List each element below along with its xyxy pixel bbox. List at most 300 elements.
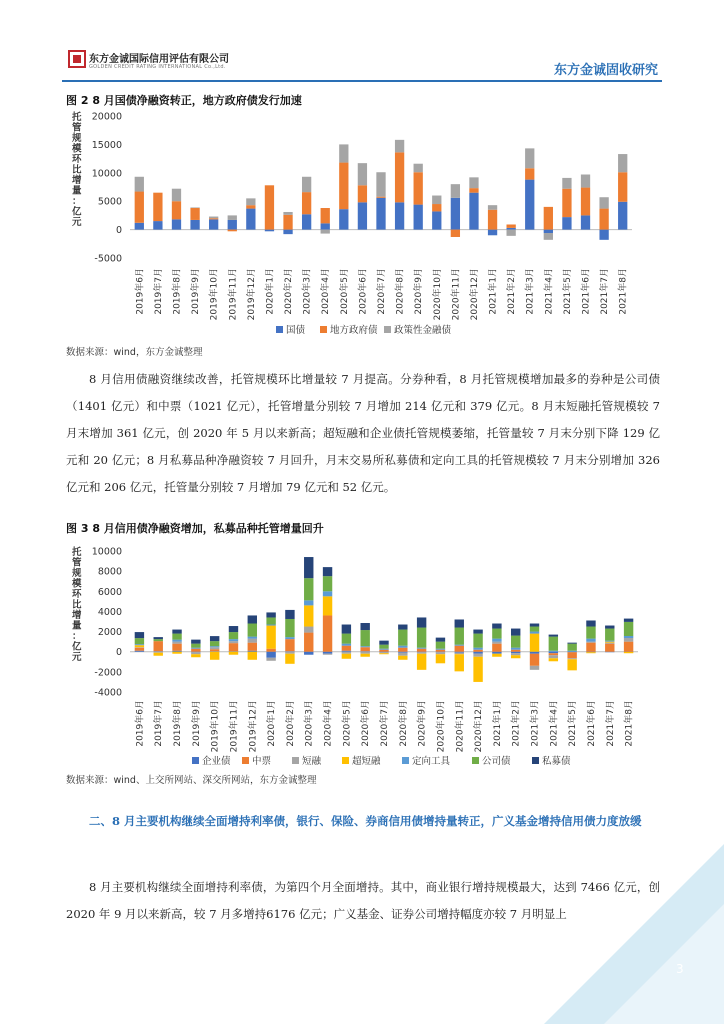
chart1-legend-swatch bbox=[402, 757, 409, 764]
chart1-bar bbox=[417, 617, 426, 627]
chart1-bar bbox=[210, 636, 219, 641]
chart0-bar bbox=[265, 230, 274, 232]
chart1-bar bbox=[266, 626, 275, 649]
chart1-bar bbox=[285, 637, 294, 639]
chart1-bar bbox=[398, 656, 407, 660]
chart0-bar bbox=[302, 177, 311, 192]
chart0-bar bbox=[414, 205, 423, 230]
chart1-bar bbox=[530, 634, 539, 652]
chart1-bar bbox=[285, 610, 294, 619]
chart1-bar bbox=[229, 641, 238, 643]
chart0-bar bbox=[507, 228, 516, 230]
chart0-bar bbox=[469, 177, 478, 188]
chart1-bar bbox=[360, 630, 369, 646]
chart1-bar bbox=[511, 648, 520, 650]
chart0-legend-label: 国债 bbox=[286, 325, 306, 336]
chart1-bar bbox=[492, 652, 501, 654]
chart0-xtick: 2021年7月 bbox=[600, 268, 611, 315]
chart1-bar bbox=[229, 651, 238, 652]
chart1-bar bbox=[417, 654, 426, 670]
chart0-bar bbox=[135, 177, 144, 192]
chart0-xtick: 2020年8月 bbox=[395, 268, 406, 315]
chart0-xtick: 2021年4月 bbox=[544, 268, 555, 315]
chart0-xtick: 2020年4月 bbox=[321, 268, 332, 315]
chart1-ytick: 2000 bbox=[97, 627, 122, 639]
chart1-bar bbox=[455, 628, 464, 645]
chart1-bar bbox=[417, 652, 426, 654]
chart1-bar bbox=[511, 652, 520, 654]
chart1-bar bbox=[586, 639, 595, 642]
chart0-xtick: 2020年2月 bbox=[284, 268, 295, 315]
chart1-bar bbox=[586, 620, 595, 626]
chart1-xtick: 2019年12月 bbox=[248, 700, 259, 753]
chart1-legend-label: 定向工具 bbox=[412, 756, 451, 767]
figure3-chart bbox=[60, 540, 660, 770]
chart1-xtick: 2019年11月 bbox=[229, 700, 240, 753]
chart0-bar bbox=[283, 215, 292, 230]
chart0-xtick: 2020年3月 bbox=[302, 268, 313, 315]
chart1-bar bbox=[266, 652, 275, 658]
chart1-bar bbox=[248, 615, 257, 623]
chart0-bar bbox=[190, 207, 199, 208]
chart0-bar bbox=[228, 230, 237, 232]
chart0-legend-label: 地方政府债 bbox=[330, 325, 378, 336]
chart0-bar bbox=[432, 204, 441, 211]
chart0-bar bbox=[302, 214, 311, 229]
chart1-bar bbox=[304, 557, 313, 578]
chart1-bar bbox=[549, 637, 558, 651]
chart1-bar bbox=[455, 654, 464, 671]
chart1-bar bbox=[473, 652, 482, 654]
chart0-xtick: 2020年10月 bbox=[432, 268, 443, 321]
chart1-xtick: 2021年3月 bbox=[530, 700, 541, 747]
chart0-bar bbox=[321, 230, 330, 234]
chart1-bar bbox=[154, 651, 163, 652]
company-name-en: GOLDEN CREDIT RATING INTERNATIONAL Co.,Ltd. bbox=[89, 64, 226, 70]
chart1-legend-label: 短融 bbox=[302, 756, 322, 767]
chart1-bar bbox=[530, 654, 539, 666]
chart1-bar bbox=[323, 654, 332, 655]
chart1-bar bbox=[135, 632, 144, 638]
chart0-bar bbox=[302, 192, 311, 214]
chart1-bar bbox=[586, 643, 595, 652]
chart1-bar bbox=[492, 629, 501, 639]
chart1-bar bbox=[229, 652, 238, 655]
chart1-bar bbox=[342, 651, 351, 652]
chart0-bar bbox=[562, 189, 571, 217]
figure2-title: 图 2 8 月国债净融资转正，地方政府债发行加速 bbox=[66, 94, 302, 107]
chart1-bar bbox=[530, 624, 539, 627]
chart1-bar bbox=[398, 648, 407, 652]
chart0-xtick: 2020年1月 bbox=[265, 268, 276, 315]
chart1-bar bbox=[549, 653, 558, 655]
chart1-bar bbox=[210, 649, 219, 651]
chart1-bar bbox=[266, 617, 275, 624]
chart0-bar bbox=[358, 163, 367, 185]
chart1-bar bbox=[210, 652, 219, 660]
chart0-bar bbox=[599, 197, 608, 208]
chart0-xtick: 2020年12月 bbox=[469, 268, 480, 321]
chart1-bar bbox=[511, 629, 520, 636]
chart0-xtick: 2021年3月 bbox=[525, 268, 536, 315]
chart1-bar bbox=[172, 630, 181, 634]
chart1-bar bbox=[191, 640, 200, 644]
chart1-bar bbox=[511, 650, 520, 652]
chart1-bar bbox=[436, 642, 445, 649]
chart1-bar bbox=[266, 658, 275, 661]
chart0-bar bbox=[376, 197, 385, 198]
chart0-bar bbox=[246, 205, 255, 208]
corner-decoration bbox=[544, 844, 724, 1024]
chart1-bar bbox=[398, 646, 407, 648]
chart1-bar bbox=[530, 632, 539, 634]
chart1-bar bbox=[379, 641, 388, 645]
chart0-bar bbox=[599, 230, 608, 240]
chart1-bar bbox=[455, 619, 464, 627]
chart1-ytick: 8000 bbox=[97, 566, 122, 578]
chart1-bar bbox=[191, 644, 200, 648]
chart1-legend-swatch bbox=[242, 757, 249, 764]
chart0-xtick: 2021年2月 bbox=[507, 268, 518, 315]
chart1-xtick: 2019年8月 bbox=[173, 700, 184, 747]
chart0-bar bbox=[581, 215, 590, 229]
chart1-ytick: -2000 bbox=[94, 667, 122, 679]
chart0-bar bbox=[321, 223, 330, 229]
chart1-bar bbox=[285, 652, 294, 654]
chart0-xtick: 2020年5月 bbox=[339, 268, 350, 315]
section-heading: 二、8 月主要机构继续全面增持利率债，银行、保险、券商信用债增持量转正，广义基金增持信用债力度放缓 bbox=[89, 814, 642, 828]
chart1-xtick: 2020年10月 bbox=[436, 700, 447, 753]
chart1-bar bbox=[135, 645, 144, 647]
chart1-bar bbox=[304, 652, 313, 655]
chart1-bar bbox=[172, 652, 181, 654]
chart1-bar bbox=[436, 638, 445, 642]
chart1-bar bbox=[191, 649, 200, 652]
page-header bbox=[0, 0, 724, 80]
chart1-bar bbox=[605, 626, 614, 629]
chart1-bar bbox=[172, 640, 181, 642]
chart1-bar bbox=[398, 653, 407, 656]
chart0-bar bbox=[469, 188, 478, 193]
chart0-bar bbox=[618, 154, 627, 172]
chart1-bar bbox=[285, 619, 294, 637]
chart1-bar bbox=[248, 637, 257, 639]
chart1-bar bbox=[511, 655, 520, 658]
chart1-bar bbox=[624, 642, 633, 652]
chart1-bar bbox=[379, 653, 388, 654]
chart0-bar bbox=[209, 219, 218, 229]
chart0-bar bbox=[525, 168, 534, 179]
chart0-bar bbox=[135, 223, 144, 230]
chart0-bar bbox=[265, 185, 274, 229]
chart1-xtick: 2020年7月 bbox=[380, 700, 390, 747]
chart1-legend-swatch bbox=[342, 757, 349, 764]
chart0-bar bbox=[339, 144, 348, 162]
paragraph-1: 8 月信用债融资继续改善，托管规模环比增量较 7 月提高。分券种看，8 月托管规模增加最多的券种是公司债（1401 亿元）和中票（1021 亿元），托管增量分别较 7 月增加 214 亿元和 379 亿元。8 月末短融托管规模较 7 月末增加 361 亿元，创 2020 年 5 月以来新高；超短融和企业债托管规模萎缩，托管量较 7 月末分别下降 129 亿元和 20 亿元；8 月私募品种净融资较 7 月回升，月末交易所私募债和定向工具的托管规模较 7 月末分别增加 326 亿元和 206 亿元，托管量分别较 7 月增加 79 亿元和 52 亿元。 bbox=[66, 372, 660, 494]
chart1-bar bbox=[304, 633, 313, 652]
chart0-bar bbox=[544, 207, 553, 230]
chart1-bar bbox=[511, 653, 520, 655]
chart1-bar bbox=[473, 650, 482, 652]
chart1-bar bbox=[567, 652, 576, 653]
chart1-bar bbox=[436, 649, 445, 650]
chart0-bar bbox=[544, 233, 553, 240]
chart0-xtick: 2020年6月 bbox=[358, 268, 369, 315]
chart1-ytick: -4000 bbox=[94, 687, 122, 699]
chart1-bar bbox=[229, 626, 238, 632]
chart0-bar bbox=[507, 230, 516, 236]
chart1-bar bbox=[191, 652, 200, 653]
chart0-bar bbox=[395, 152, 404, 202]
chart0-ytick: 15000 bbox=[91, 139, 122, 151]
chart1-bar bbox=[285, 654, 294, 664]
chart0-bar bbox=[599, 209, 608, 230]
chart1-xtick: 2019年10月 bbox=[210, 700, 221, 753]
chart1-ytick: 4000 bbox=[97, 606, 122, 618]
chart1-bar bbox=[323, 567, 332, 576]
chart0-xtick: 2019年7月 bbox=[153, 268, 164, 315]
chart0-bar bbox=[190, 208, 199, 220]
chart1-ytick: 10000 bbox=[91, 546, 122, 558]
chart1-bar bbox=[304, 578, 313, 600]
chart1-bar bbox=[210, 651, 219, 652]
chart1-bar bbox=[530, 652, 539, 654]
chart1-bar bbox=[135, 647, 144, 648]
chart1-legend-label: 中票 bbox=[252, 756, 272, 767]
chart1-bar bbox=[417, 648, 426, 649]
chart0-bar bbox=[562, 217, 571, 229]
chart1-bar bbox=[455, 645, 464, 646]
chart1-bar bbox=[229, 643, 238, 651]
chart1-bar bbox=[605, 643, 614, 644]
chart0-bar bbox=[432, 211, 441, 229]
chart0-legend-swatch bbox=[276, 326, 283, 333]
chart1-bar bbox=[605, 641, 614, 642]
chart0-bar bbox=[339, 209, 348, 229]
chart1-bar bbox=[210, 647, 219, 649]
chart1-bar bbox=[586, 652, 595, 653]
chart0-bar bbox=[246, 198, 255, 205]
chart1-bar bbox=[342, 644, 351, 646]
chart1-bar bbox=[323, 615, 332, 651]
chart1-bar bbox=[473, 648, 482, 650]
chart0-bar bbox=[395, 140, 404, 152]
chart1-bar bbox=[586, 652, 595, 653]
chart1-bar bbox=[229, 639, 238, 641]
chart1-bar bbox=[624, 652, 633, 653]
chart0-bar bbox=[451, 230, 460, 237]
chart0-bar bbox=[451, 198, 460, 230]
chart1-bar bbox=[379, 649, 388, 650]
header-right-title: 东方金诚固收研究 bbox=[553, 63, 658, 78]
figure2-source: 数据来源：wind，东方金诚整理 bbox=[66, 347, 203, 358]
chart1-bar bbox=[417, 652, 426, 653]
chart0-xtick: 2019年8月 bbox=[172, 268, 183, 315]
chart0-ytick: 20000 bbox=[91, 111, 122, 123]
chart0-legend-swatch bbox=[384, 326, 391, 333]
chart0-bar bbox=[395, 202, 404, 229]
chart0-ylabel: 托管规模环比增量：亿元 bbox=[72, 112, 82, 228]
chart1-bar bbox=[624, 622, 633, 636]
chart1-bar bbox=[210, 641, 219, 646]
chart1-bar bbox=[492, 642, 501, 644]
chart1-bar bbox=[567, 651, 576, 652]
chart1-bar bbox=[549, 658, 558, 661]
chart1-bar bbox=[492, 624, 501, 629]
chart1-bar bbox=[436, 654, 445, 663]
chart1-xtick: 2021年7月 bbox=[605, 700, 616, 747]
chart0-bar bbox=[172, 201, 181, 219]
chart1-bar bbox=[586, 627, 595, 639]
chart1-xtick: 2019年7月 bbox=[154, 700, 165, 747]
chart0-xtick: 2019年11月 bbox=[228, 268, 239, 321]
chart0-bar bbox=[209, 218, 218, 219]
chart1-bar bbox=[624, 636, 633, 638]
chart0-bar bbox=[618, 202, 627, 230]
chart1-bar bbox=[417, 628, 426, 648]
chart0-xtick: 2019年6月 bbox=[135, 268, 146, 315]
chart1-bar bbox=[360, 623, 369, 630]
chart1-bar bbox=[605, 644, 614, 652]
figure3-source: 数据来源：wind、上交所网站、深交所网站，东方金诚整理 bbox=[66, 775, 317, 786]
chart1-xtick: 2021年5月 bbox=[568, 700, 579, 747]
chart1-bar bbox=[567, 659, 576, 670]
chart1-bar bbox=[191, 654, 200, 657]
chart1-legend-label: 超短融 bbox=[352, 756, 381, 767]
chart0-xtick: 2021年5月 bbox=[562, 268, 573, 315]
chart1-bar bbox=[567, 644, 576, 651]
chart0-bar bbox=[469, 193, 478, 230]
chart0-xtick: 2021年8月 bbox=[618, 268, 629, 315]
chart1-bar bbox=[605, 652, 614, 653]
chart1-legend-swatch bbox=[192, 757, 199, 764]
chart1-bar bbox=[342, 634, 351, 644]
chart0-bar bbox=[618, 172, 627, 202]
chart1-bar bbox=[605, 629, 614, 641]
chart0-xtick: 2020年9月 bbox=[414, 268, 425, 315]
chart0-legend-swatch bbox=[320, 326, 327, 333]
chart1-bar bbox=[323, 652, 332, 654]
chart1-bar bbox=[379, 652, 388, 653]
chart1-bar bbox=[360, 647, 369, 651]
chart1-bar bbox=[135, 638, 144, 644]
chart0-xtick: 2019年12月 bbox=[246, 268, 257, 321]
chart1-bar bbox=[455, 652, 464, 653]
chart1-bar bbox=[492, 639, 501, 642]
chart0-bar bbox=[190, 220, 199, 230]
chart0-bar bbox=[414, 172, 423, 204]
chart1-bar bbox=[473, 654, 482, 657]
chart1-bar bbox=[323, 576, 332, 591]
chart0-bar bbox=[376, 172, 385, 196]
chart0-bar bbox=[581, 188, 590, 216]
chart1-bar bbox=[379, 645, 388, 649]
chart1-bar bbox=[135, 651, 144, 652]
chart0-ytick: -5000 bbox=[94, 253, 122, 265]
chart1-bar bbox=[511, 636, 520, 648]
chart0-bar bbox=[358, 185, 367, 202]
chart1-bar bbox=[342, 654, 351, 659]
chart1-bar bbox=[135, 644, 144, 645]
chart0-bar bbox=[246, 209, 255, 230]
chart0-bar bbox=[358, 202, 367, 229]
chart0-xtick: 2020年7月 bbox=[377, 268, 387, 315]
chart0-bar bbox=[525, 180, 534, 230]
chart0-bar bbox=[488, 230, 497, 236]
chart0-bar bbox=[209, 217, 218, 219]
chart1-ytick: 0 bbox=[115, 647, 122, 659]
chart1-bar bbox=[342, 646, 351, 651]
chart0-xtick: 2019年10月 bbox=[209, 268, 220, 321]
chart1-xtick: 2021年2月 bbox=[511, 700, 522, 747]
chart1-ytick: 6000 bbox=[97, 586, 122, 598]
chart0-bar bbox=[283, 230, 292, 235]
chart0-bar bbox=[432, 196, 441, 205]
chart1-bar bbox=[398, 630, 407, 646]
chart0-bar bbox=[488, 210, 497, 230]
chart1-bar bbox=[567, 652, 576, 658]
chart0-ytick: 0 bbox=[115, 225, 122, 237]
page-number: 3 bbox=[676, 962, 684, 976]
chart0-ytick: 5000 bbox=[97, 196, 122, 208]
chart1-bar bbox=[248, 652, 257, 660]
chart1-xtick: 2020年8月 bbox=[398, 700, 409, 747]
chart1-legend-swatch bbox=[292, 757, 299, 764]
chart0-bar bbox=[228, 220, 237, 230]
chart1-bar bbox=[172, 651, 181, 652]
chart1-xtick: 2021年4月 bbox=[549, 700, 560, 747]
chart1-bar bbox=[549, 652, 558, 654]
chart1-xtick: 2020年6月 bbox=[361, 700, 372, 747]
chart1-bar bbox=[360, 654, 369, 657]
chart1-legend-swatch bbox=[532, 757, 539, 764]
chart1-bar bbox=[323, 591, 332, 596]
header-divider bbox=[62, 80, 662, 82]
chart1-bar bbox=[285, 651, 294, 652]
chart1-bar bbox=[530, 627, 539, 632]
chart1-xtick: 2020年4月 bbox=[323, 700, 334, 747]
chart1-bar bbox=[379, 652, 388, 653]
chart1-ylabel: 托管规模环比增量：亿元 bbox=[72, 547, 82, 663]
chart1-bar bbox=[624, 619, 633, 622]
chart0-bar bbox=[376, 198, 385, 230]
chart1-bar bbox=[549, 655, 558, 658]
chart1-legend-swatch bbox=[472, 757, 479, 764]
chart1-bar bbox=[360, 646, 369, 647]
chart1-bar bbox=[248, 639, 257, 643]
chart1-bar bbox=[398, 625, 407, 630]
chart1-bar bbox=[172, 642, 181, 644]
chart0-bar bbox=[135, 192, 144, 223]
chart1-bar bbox=[248, 643, 257, 651]
chart0-bar bbox=[525, 148, 534, 168]
chart1-bar bbox=[417, 649, 426, 652]
chart1-bar bbox=[473, 630, 482, 634]
chart0-bar bbox=[562, 178, 571, 189]
chart1-bar bbox=[191, 652, 200, 654]
chart0-bar bbox=[321, 208, 330, 223]
chart0-xtick: 2021年1月 bbox=[488, 268, 499, 315]
chart1-xtick: 2019年6月 bbox=[135, 700, 146, 747]
chart1-bar bbox=[154, 652, 163, 653]
chart1-xtick: 2020年12月 bbox=[474, 700, 485, 753]
chart1-xtick: 2021年6月 bbox=[586, 700, 597, 747]
chart1-bar bbox=[154, 653, 163, 656]
chart1-bar bbox=[342, 625, 351, 634]
chart1-bar bbox=[191, 648, 200, 649]
chart1-bar bbox=[323, 596, 332, 615]
chart1-bar bbox=[586, 642, 595, 643]
